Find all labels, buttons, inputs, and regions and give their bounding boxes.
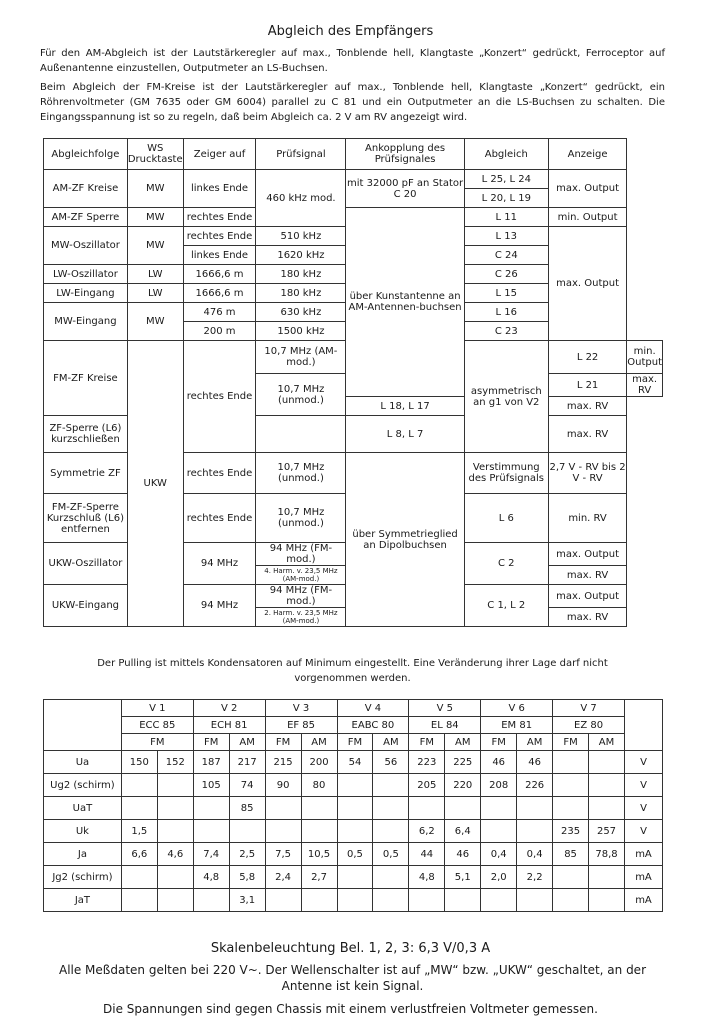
value-cell bbox=[193, 889, 229, 912]
signal-cell: 510 kHz bbox=[256, 227, 346, 246]
row-label: Ug2 (schirm) bbox=[44, 774, 122, 797]
am-instructions: Für den AM-Abgleich ist der Lautstärkeregler auf max., Tonblende hell, Klangtaste „Konzert“ gedrückt, Ferroceptor auf Außenantenne einzustellen, Outputmeter an LS-Buchsen. bbox=[40, 48, 665, 74]
zeiger-cell: 94 MHz bbox=[183, 543, 256, 585]
row-label: UaT bbox=[44, 797, 122, 820]
anzeige-cell: max. Output bbox=[548, 585, 626, 608]
signal-cell: 460 kHz mod. bbox=[256, 170, 346, 227]
row-label: ZF-Sperre (L6) kurzschließen bbox=[44, 416, 128, 453]
value-cell: 7,4 bbox=[193, 843, 229, 866]
anzeige-cell: min. Output bbox=[548, 208, 626, 227]
tube-name: V 3 bbox=[265, 700, 337, 717]
anzeige-cell: max. Output bbox=[548, 227, 626, 341]
tube-type: EABC 80 bbox=[337, 717, 409, 734]
ws-cell: LW bbox=[127, 284, 183, 303]
anzeige-cell: max. RV bbox=[548, 608, 626, 627]
value-cell bbox=[337, 774, 373, 797]
value-cell: 5,1 bbox=[445, 866, 481, 889]
value-cell: 200 bbox=[301, 751, 337, 774]
mode-fm: FM bbox=[337, 734, 373, 751]
value-cell: 46 bbox=[445, 843, 481, 866]
zeiger-cell: linkes Ende bbox=[183, 170, 256, 208]
zeiger-cell: 94 MHz bbox=[183, 585, 256, 627]
tube-name: V 5 bbox=[409, 700, 481, 717]
value-cell: 74 bbox=[229, 774, 265, 797]
voltage-note: Die Spannungen sind gegen Chassis mit einem verlustfreien Voltmeter gemessen. bbox=[103, 1002, 598, 1016]
value-cell bbox=[121, 889, 157, 912]
coupling-cell: mit 32000 pF an Stator C 20 bbox=[346, 170, 464, 208]
table-row bbox=[44, 797, 663, 820]
value-cell bbox=[553, 751, 589, 774]
signal-cell: 1620 kHz bbox=[256, 246, 346, 265]
unit-cell: V bbox=[624, 820, 662, 843]
value-cell bbox=[121, 866, 157, 889]
table-row bbox=[44, 866, 663, 889]
zeiger-cell: 200 m bbox=[183, 322, 256, 341]
value-cell bbox=[301, 797, 337, 820]
zeiger-cell: 1666,6 m bbox=[183, 265, 256, 284]
col-header: Anzeige bbox=[548, 139, 626, 170]
signal-cell: 1500 kHz bbox=[256, 322, 346, 341]
tube-name: V 7 bbox=[553, 700, 625, 717]
value-cell bbox=[445, 889, 481, 912]
abgleich-cell: L 11 bbox=[464, 208, 548, 227]
unit-cell: mA bbox=[624, 843, 662, 866]
value-cell bbox=[589, 797, 625, 820]
value-cell: 56 bbox=[373, 751, 409, 774]
value-cell bbox=[373, 866, 409, 889]
fm-instructions: Beim Abgleich der FM-Kreise ist der Lautstärkeregler auf max., Tonblende hell, Klangtaste „Konzert“ gedrückt, ein Röhrenvoltmeter (GM 7635 oder GM 6004) parallel zu C 81 und ein Outputmeter an die LS-Buchsen zu schalten. Die Eingangsspannung ist so zu regeln, daß beim Abgleich ca. 2 V am RV angezeigt wird. bbox=[40, 82, 665, 123]
mode-am: AM bbox=[373, 734, 409, 751]
ws-cell: MW bbox=[127, 303, 183, 341]
abgleich-cell: L 16 bbox=[464, 303, 548, 322]
anzeige-cell: max. RV bbox=[548, 566, 626, 585]
value-cell: 223 bbox=[409, 751, 445, 774]
value-cell: 6,4 bbox=[445, 820, 481, 843]
tube-type: ECH 81 bbox=[193, 717, 265, 734]
value-cell: 208 bbox=[481, 774, 517, 797]
value-cell: 5,8 bbox=[229, 866, 265, 889]
unit-cell: mA bbox=[624, 866, 662, 889]
value-cell bbox=[445, 797, 481, 820]
tube-name-row bbox=[44, 700, 663, 717]
value-cell: 152 bbox=[157, 751, 193, 774]
value-cell: 235 bbox=[553, 820, 589, 843]
signal-cell: 4. Harm. v. 23,5 MHz (AM-mod.) bbox=[256, 566, 346, 585]
value-cell: 6,6 bbox=[121, 843, 157, 866]
value-cell bbox=[301, 820, 337, 843]
value-cell bbox=[481, 797, 517, 820]
anzeige-cell: 2,7 V - RV bis 2 V - RV bbox=[548, 453, 626, 494]
col-header: WS Drucktaste bbox=[127, 139, 183, 170]
value-cell: 2,7 bbox=[301, 866, 337, 889]
value-cell: 220 bbox=[445, 774, 481, 797]
value-cell: 6,2 bbox=[409, 820, 445, 843]
value-cell: 226 bbox=[517, 774, 553, 797]
signal-cell: 10,7 MHz (AM-mod.) bbox=[256, 341, 346, 374]
row-label: AM-ZF Kreise bbox=[44, 170, 128, 208]
value-cell bbox=[193, 820, 229, 843]
table-row bbox=[44, 889, 663, 912]
value-cell: 46 bbox=[481, 751, 517, 774]
value-cell bbox=[553, 866, 589, 889]
signal-cell: 2. Harm. v. 23,5 MHz (AM-mod.) bbox=[256, 608, 346, 627]
row-label: Ja bbox=[44, 843, 122, 866]
anzeige-cell: max. Output bbox=[548, 543, 626, 566]
value-cell bbox=[589, 866, 625, 889]
anzeige-cell: max. Output bbox=[548, 170, 626, 208]
coupling-cell: asymmetrisch an g1 von V2 bbox=[464, 341, 548, 453]
value-cell: 1,5 bbox=[121, 820, 157, 843]
table-row bbox=[44, 751, 663, 774]
tube-type: EZ 80 bbox=[553, 717, 625, 734]
value-cell: 2,2 bbox=[517, 866, 553, 889]
mode-am: AM bbox=[301, 734, 337, 751]
value-cell bbox=[517, 797, 553, 820]
value-cell: 3,1 bbox=[229, 889, 265, 912]
value-cell: 2,0 bbox=[481, 866, 517, 889]
unit-header bbox=[624, 700, 662, 751]
abgleich-cell: L 21 bbox=[548, 374, 626, 397]
value-cell bbox=[265, 889, 301, 912]
row-label: Uk bbox=[44, 820, 122, 843]
mode-am: AM bbox=[445, 734, 481, 751]
value-cell: 78,8 bbox=[589, 843, 625, 866]
value-cell: 205 bbox=[409, 774, 445, 797]
signal-cell: 10,7 MHz (unmod.) bbox=[256, 494, 346, 543]
abgleich-cell: L 18, L 17 bbox=[346, 397, 464, 416]
value-cell bbox=[409, 797, 445, 820]
mode-am: AM bbox=[589, 734, 625, 751]
table-row bbox=[44, 774, 663, 797]
row-label: MW-Oszillator bbox=[44, 227, 128, 265]
value-cell: 4,8 bbox=[409, 866, 445, 889]
zeiger-cell: rechtes Ende bbox=[183, 208, 256, 227]
value-cell: 0,5 bbox=[373, 843, 409, 866]
value-cell: 215 bbox=[265, 751, 301, 774]
alignment-table bbox=[43, 138, 663, 627]
value-cell bbox=[373, 797, 409, 820]
value-cell bbox=[157, 866, 193, 889]
table-row bbox=[44, 843, 663, 866]
value-cell: 2,5 bbox=[229, 843, 265, 866]
table-row bbox=[44, 820, 663, 843]
value-cell bbox=[301, 889, 337, 912]
ws-cell: MW bbox=[127, 227, 183, 265]
mode-fm: FM bbox=[553, 734, 589, 751]
value-cell bbox=[373, 889, 409, 912]
row-label: UKW-Eingang bbox=[44, 585, 128, 627]
abgleich-cell: C 2 bbox=[464, 543, 548, 585]
value-cell bbox=[229, 820, 265, 843]
value-cell bbox=[337, 820, 373, 843]
value-cell bbox=[481, 820, 517, 843]
unit-cell: V bbox=[624, 774, 662, 797]
value-cell bbox=[589, 751, 625, 774]
row-label: AM-ZF Sperre bbox=[44, 208, 128, 227]
signal-cell: 10,7 MHz (unmod.) bbox=[256, 453, 346, 494]
signal-cell bbox=[256, 416, 346, 453]
abgleich-cell: L 6 bbox=[464, 494, 548, 543]
mode-am: AM bbox=[517, 734, 553, 751]
tube-name: V 2 bbox=[193, 700, 265, 717]
pulling-note: Der Pulling ist mittels Kondensatoren auf Minimum eingestellt. Eine Veränderung ihrer Lage darf nicht vorgenommen werden. bbox=[97, 658, 608, 684]
value-cell bbox=[193, 797, 229, 820]
value-cell: 257 bbox=[589, 820, 625, 843]
zeiger-cell: rechtes Ende bbox=[183, 494, 256, 543]
anzeige-cell: max. RV bbox=[627, 374, 663, 397]
value-cell: 80 bbox=[301, 774, 337, 797]
value-cell bbox=[157, 774, 193, 797]
value-cell bbox=[121, 797, 157, 820]
value-cell: 187 bbox=[193, 751, 229, 774]
row-label: FM-ZF-Sperre Kurzschluß (L6) entfernen bbox=[44, 494, 128, 543]
value-cell: 0,4 bbox=[481, 843, 517, 866]
signal-cell: 94 MHz (FM-mod.) bbox=[256, 585, 346, 608]
anzeige-cell: max. RV bbox=[548, 416, 626, 453]
abgleich-cell: L 25, L 24 bbox=[464, 170, 548, 189]
coupling-cell: über Symmetrieglied an Dipolbuchsen bbox=[346, 453, 464, 627]
row-label: LW-Eingang bbox=[44, 284, 128, 303]
mode-fm: FM bbox=[193, 734, 229, 751]
tube-type: ECC 85 bbox=[121, 717, 193, 734]
scale-lighting: Skalenbeleuchtung Bel. 1, 2, 3: 6,3 V/0,3 A bbox=[210, 941, 491, 956]
value-cell: 46 bbox=[517, 751, 553, 774]
abgleich-cell: L 15 bbox=[464, 284, 548, 303]
anzeige-cell: min. RV bbox=[548, 494, 626, 543]
tube-name: V 4 bbox=[337, 700, 409, 717]
value-cell: 85 bbox=[229, 797, 265, 820]
signal-cell: 180 kHz bbox=[256, 284, 346, 303]
abgleich-cell: L 8, L 7 bbox=[346, 416, 464, 453]
value-cell: 90 bbox=[265, 774, 301, 797]
value-cell: 2,4 bbox=[265, 866, 301, 889]
col-header: Abgleichfolge bbox=[44, 139, 128, 170]
value-cell: 4,6 bbox=[157, 843, 193, 866]
ws-cell: UKW bbox=[127, 341, 183, 627]
zeiger-cell: rechtes Ende bbox=[183, 227, 256, 246]
zeiger-cell: linkes Ende bbox=[183, 246, 256, 265]
row-label: JaT bbox=[44, 889, 122, 912]
value-cell: 150 bbox=[121, 751, 157, 774]
value-cell: 225 bbox=[445, 751, 481, 774]
signal-cell: 630 kHz bbox=[256, 303, 346, 322]
mode-am: AM bbox=[229, 734, 265, 751]
mode-fm: FM bbox=[481, 734, 517, 751]
ws-cell: MW bbox=[127, 208, 183, 227]
signal-cell: 10,7 MHz (unmod.) bbox=[256, 374, 346, 416]
ws-cell: MW bbox=[127, 170, 183, 208]
unit-cell: mA bbox=[624, 889, 662, 912]
abgleich-cell: C 26 bbox=[464, 265, 548, 284]
value-cell bbox=[121, 774, 157, 797]
value-cell bbox=[373, 774, 409, 797]
row-label: Symmetrie ZF bbox=[44, 453, 128, 494]
col-header: Abgleich bbox=[464, 139, 548, 170]
row-label: Ua bbox=[44, 751, 122, 774]
mode-fm: FM bbox=[409, 734, 445, 751]
value-cell bbox=[553, 774, 589, 797]
tube-name: V 1 bbox=[121, 700, 193, 717]
col-header: Zeiger auf bbox=[183, 139, 256, 170]
value-cell bbox=[373, 820, 409, 843]
abgleich-cell: L 20, L 19 bbox=[464, 189, 548, 208]
value-cell: 44 bbox=[409, 843, 445, 866]
page-title: Abgleich des Empfängers bbox=[267, 24, 434, 39]
anzeige-cell: max. RV bbox=[548, 397, 626, 416]
abgleich-cell: L 22 bbox=[548, 341, 626, 374]
ws-cell: LW bbox=[127, 265, 183, 284]
mode-fm: FM bbox=[121, 734, 193, 751]
mode-fm: FM bbox=[265, 734, 301, 751]
tube-type: EF 85 bbox=[265, 717, 337, 734]
row-label: UKW-Oszillator bbox=[44, 543, 128, 585]
tube-table bbox=[43, 699, 663, 912]
value-cell bbox=[481, 889, 517, 912]
coupling-cell: über Kunstantenne an AM-Antennen-buchsen bbox=[346, 208, 464, 397]
value-cell: 0,4 bbox=[517, 843, 553, 866]
value-cell bbox=[265, 797, 301, 820]
row-label: MW-Eingang bbox=[44, 303, 128, 341]
value-cell bbox=[553, 797, 589, 820]
value-cell bbox=[157, 820, 193, 843]
value-cell bbox=[409, 889, 445, 912]
col-header: Ankopplung des Prüfsignales bbox=[346, 139, 464, 170]
abgleich-cell: Verstimmung des Prüfsignals bbox=[464, 453, 548, 494]
value-cell: 0,5 bbox=[337, 843, 373, 866]
col-header: Prüfsignal bbox=[256, 139, 346, 170]
anzeige-cell: min. Output bbox=[627, 341, 663, 374]
value-cell bbox=[337, 866, 373, 889]
tube-type: EL 84 bbox=[409, 717, 481, 734]
value-cell: 217 bbox=[229, 751, 265, 774]
tube-type: EM 81 bbox=[481, 717, 553, 734]
row-label: FM-ZF Kreise bbox=[44, 341, 128, 416]
signal-cell: 94 MHz (FM-mod.) bbox=[256, 543, 346, 566]
unit-cell: V bbox=[624, 751, 662, 774]
value-cell: 4,8 bbox=[193, 866, 229, 889]
row-label: LW-Oszillator bbox=[44, 265, 128, 284]
value-cell bbox=[589, 889, 625, 912]
abgleich-cell: C 24 bbox=[464, 246, 548, 265]
zeiger-cell: rechtes Ende bbox=[183, 341, 256, 453]
abgleich-cell: L 13 bbox=[464, 227, 548, 246]
abgleich-cell: C 23 bbox=[464, 322, 548, 341]
value-cell bbox=[157, 797, 193, 820]
tube-type-row bbox=[44, 717, 663, 734]
value-cell: 7,5 bbox=[265, 843, 301, 866]
measurement-note: Alle Meßdaten gelten bei 220 V~. Der Wellenschalter ist auf „MW“ bzw. „UKW“ geschaltet, an der Antenne ist kein Signal. bbox=[58, 963, 646, 993]
value-cell bbox=[157, 889, 193, 912]
tube-name: V 6 bbox=[481, 700, 553, 717]
abgleich-cell: C 1, L 2 bbox=[464, 585, 548, 627]
corner-cell bbox=[44, 700, 122, 751]
value-cell bbox=[553, 889, 589, 912]
row-label: Jg2 (schirm) bbox=[44, 866, 122, 889]
zeiger-cell: rechtes Ende bbox=[183, 453, 256, 494]
unit-cell: V bbox=[624, 797, 662, 820]
value-cell: 54 bbox=[337, 751, 373, 774]
value-cell: 85 bbox=[553, 843, 589, 866]
value-cell bbox=[517, 889, 553, 912]
zeiger-cell: 476 m bbox=[183, 303, 256, 322]
value-cell bbox=[517, 820, 553, 843]
value-cell bbox=[337, 797, 373, 820]
signal-cell: 180 kHz bbox=[256, 265, 346, 284]
mode-row bbox=[44, 734, 663, 751]
value-cell bbox=[265, 820, 301, 843]
zeiger-cell: 1666,6 m bbox=[183, 284, 256, 303]
value-cell bbox=[589, 774, 625, 797]
value-cell: 10,5 bbox=[301, 843, 337, 866]
value-cell bbox=[337, 889, 373, 912]
value-cell: 105 bbox=[193, 774, 229, 797]
